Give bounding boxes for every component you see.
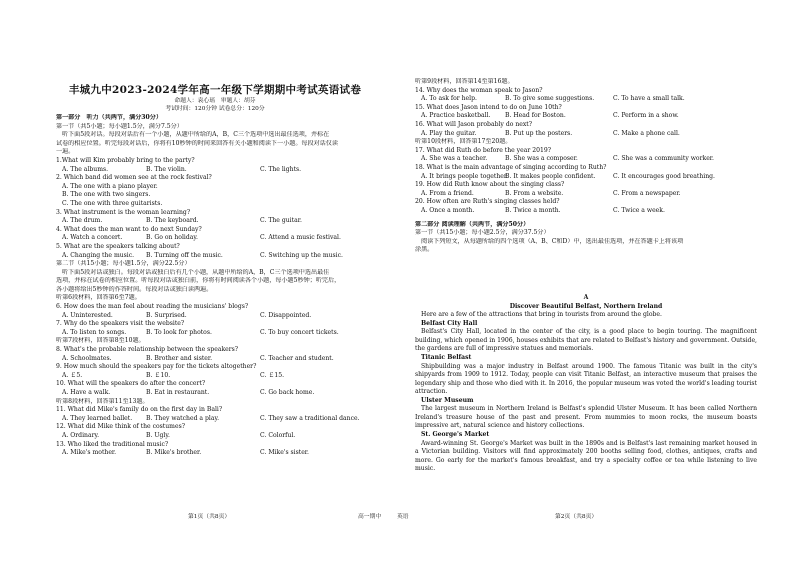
question-stem: 5. What are the speakers talking about? — [56, 242, 180, 250]
option-a: A. Changing the music. — [62, 251, 135, 259]
question-stem: 12. What did Mike think of the costumes? — [56, 423, 185, 431]
question-stem: 9. How much should the speakers pay for the tickets altogether? — [56, 363, 257, 371]
option-c: C. Make a phone call. — [613, 129, 680, 137]
option-a: A. ￡5. — [62, 371, 83, 379]
option-b: B. Put up the posters. — [505, 129, 573, 137]
options-row — [415, 130, 745, 139]
option-c: C. Attend a music festival. — [260, 234, 341, 242]
option-a: A. Mike's mother. — [62, 449, 117, 457]
part1-title: 第一部分 听力（共两节，满分30分） — [56, 114, 162, 121]
center-footer-grade: 高一期中 — [358, 514, 382, 520]
option-a: A. Practice basketball. — [421, 112, 491, 120]
option-c: C. The lights. — [260, 165, 302, 173]
options-row — [56, 372, 384, 381]
options-row — [415, 95, 745, 104]
options-row — [56, 234, 384, 243]
option-b: B. Ugly. — [146, 431, 170, 439]
option-b: B. Eat in restaurant. — [146, 389, 210, 396]
listening-continued — [415, 78, 745, 255]
option-b: B. To give some suggestions. — [505, 95, 595, 103]
option-c: C. Colorful. — [260, 431, 296, 439]
question-stem: 16. What will Jason probably do next? — [415, 120, 533, 128]
reading-passage-a — [415, 294, 757, 474]
options-row — [56, 217, 384, 226]
option-c: C. Switching up the music. — [260, 251, 343, 259]
option-c: C. Disappointed. — [260, 311, 312, 319]
options-row — [415, 190, 745, 199]
option-a: A. Schoolmates. — [62, 354, 112, 362]
material-label: 听第10段材料，回答第17至20题。 — [415, 138, 512, 146]
passage-intro: Here are a few of the attractions that bring in tourists from around the globe. — [421, 311, 662, 319]
option-a: A. Ordinary. — [62, 431, 100, 439]
question-stem: 13. Who liked the traditional music? — [56, 440, 169, 448]
page-number-right: 第2页（共8页） — [555, 514, 598, 520]
option-b: B. It makes people confident. — [505, 172, 596, 180]
options-row — [415, 207, 745, 216]
question-stem: 8. What's the probable relationship between the speakers? — [56, 346, 239, 354]
option-b: B. To look for photos. — [146, 328, 212, 336]
option-b: B. ￡10. — [146, 371, 171, 379]
option-c: C. Twice a week. — [613, 206, 665, 214]
question-stem: 18. What is the main advantage of singing according to Ruth? — [415, 163, 607, 171]
question-stem: 11. What did Mike's family do on the first day in Bali? — [56, 406, 223, 414]
options-row — [415, 173, 745, 182]
option-a: A. Have a walk. — [62, 389, 111, 396]
question-stem: 4. What does the man want to do next Sunday? — [56, 225, 202, 233]
material-label: 听第6段材料，回答第6至7题。 — [56, 294, 141, 302]
option-c: C. They saw a traditional dance. — [260, 414, 360, 422]
question-stem: 17. What did Ruth do before the year 2019? — [415, 146, 551, 154]
option-b: B. The violin. — [146, 165, 187, 173]
options-row — [56, 329, 384, 338]
sec1-instruction: 一遍。 — [56, 148, 75, 156]
question-stem: 6. How does the man feel about reading the musicians' blogs? — [56, 303, 249, 311]
sec1-instruction: 听下面5段对话。每段对话后有一个小题，从题中所给的A，B，C三个选项中选出最佳选项，并标在 — [62, 131, 330, 139]
option-c: C. Perform in a show. — [613, 112, 679, 120]
option-b: B. The keyboard. — [146, 217, 199, 225]
question-stem: 14. Why does the woman speak to Jason? — [415, 86, 543, 94]
p2sec1-title: 第一节（共15小题；每小题2.5分，满分37.5分） — [415, 229, 550, 237]
option-b: B. Go on holiday. — [146, 234, 198, 242]
sec2-title: 第二节（共15小题；每小题1.5分，满分22.5分） — [56, 260, 191, 268]
material-label: 听第9段材料，回答第14至第16题。 — [415, 78, 514, 85]
option-a: A. To ask for help. — [421, 95, 477, 103]
option-c: C. She was a community worker. — [613, 155, 714, 163]
options-row — [56, 312, 384, 321]
sec1-title: 第一节（共5小题；每小题1.5分，满分7.5分） — [56, 122, 183, 130]
option-a: A. Play the guitar. — [421, 129, 477, 137]
option-c: C. Mike's sister. — [260, 449, 309, 457]
passage-heading: Ulster Museum — [421, 396, 474, 404]
option-c: C. ￡15. — [260, 371, 285, 379]
option-b: B. Mike's brother. — [146, 449, 202, 457]
passage-heading: St. George's Market — [421, 431, 490, 439]
option-a: A. Watch a concert. — [62, 234, 123, 242]
sec1-instruction: 试卷的相应位置。听完每段对话后，你将有10秒钟的时间来回答有关小题和阅读下一小题。每段对话仅读 — [56, 139, 338, 147]
part2-title: 第二部分 阅读理解（共两节，满分50分） — [415, 220, 530, 228]
exam-header — [50, 83, 380, 113]
exam-title: 丰城九中2023-2024学年高一年级下学期期中考试英语试卷 — [68, 84, 362, 96]
option-b: B. She was a composer. — [505, 155, 578, 163]
options-row — [415, 112, 745, 121]
option-c: C. Go back home. — [260, 389, 315, 396]
sec2-instruction: 选项，并标在试卷的相应位置。听每段对话或独白前，你将有时间阅读各个小题，每小题5秒钟；听完后， — [56, 277, 341, 285]
question-stem: 3. What instrument is the woman learning? — [56, 208, 191, 216]
options-row — [56, 415, 384, 424]
question-stem: 2. Which band did women see at the rock festival? — [56, 174, 212, 182]
option-c: C. Teacher and student. — [260, 354, 334, 362]
passage-paragraph: The largest museum in Northern Ireland is Belfast's splendid Ulster Museum. It has been called Northern Ireland's treasure house of the past and present. From mummies to moon rocks, the museum boasts impressive art, natural science and history collections. — [415, 405, 757, 430]
passage-heading: Titanic Belfast — [421, 354, 472, 362]
option-c: C. The one with three guitarists. — [62, 199, 163, 207]
sec2-instruction: 各小题将给出5秒钟的作答时间。每段对话或独白读两遍。 — [56, 285, 213, 293]
options-row — [56, 449, 384, 458]
options-row — [56, 166, 384, 175]
question-stem: 20. How often are Ruth's singing classes held? — [415, 198, 560, 206]
page-right — [397, 0, 794, 562]
material-label: 听第7段材料，回答第8至10题。 — [56, 337, 145, 345]
option-c: C. The guitar. — [260, 217, 302, 225]
option-b: B. They watched a play. — [146, 414, 220, 422]
option-a: A. Once a month. — [421, 206, 475, 214]
option-c: C. From a newspaper. — [613, 189, 681, 197]
sec2-instruction: 听下面5段对话或独白。每段对话或独白后有几个小题，从题中所给的A，B，C三个选项中选出最佳 — [62, 268, 330, 276]
material-label: 听第8段材料，回答第11至13题。 — [56, 397, 149, 405]
option-b: B. Brother and sister. — [146, 354, 213, 362]
option-a: A. They learned ballet. — [62, 414, 133, 422]
p2sec1-instruction: 涂黑。 — [415, 246, 434, 254]
option-a: A. The one with a piano player. — [62, 182, 158, 190]
option-b: B. Turning off the music. — [146, 251, 223, 259]
option-a: A. It brings people together. — [421, 172, 509, 180]
passage-paragraph: Award-winning St. George's Market was built in the 1890s and is Belfast's last remaining market housed in a Victorian building. Visitors will find approximately 200 booths selling food, clothes, antiques, crafts and more. Go early for the market's famous breakfast, and try a specialty coffee or tea while listening to live music. — [415, 439, 757, 473]
passage-paragraph: Shipbuilding was a major industry in Belfast around 1900. The famous Titanic was built in the city's shipyards from 1909 to 1912. Today, people can visit Titanic Belfast, an interactive museum that praises the legendary ship and those who died with it. In 2016, the popular museum was voted the world's leading tourist attraction. — [415, 362, 757, 396]
option-a: A. To listen to songs. — [62, 328, 127, 336]
question-stem: 10. What will the speakers do after the concert? — [56, 380, 206, 388]
options-row — [56, 389, 384, 398]
passage-title: Discover Beautiful Belfast, Northern Ireland — [509, 302, 663, 310]
p2sec1-instruction: 阅读下列短文，从每题所给的四个选项（A、B、C和D）中，选出最佳选项，并在答题卡上将该项 — [421, 237, 684, 245]
options-row — [56, 252, 384, 261]
passage-heading: Belfast City Hall — [421, 319, 478, 327]
options-row — [415, 155, 745, 164]
option-b: B. Twice a month. — [505, 206, 561, 214]
option-a: A. Uninterested. — [62, 311, 113, 319]
question-stem: 7. Why do the speakers visit the website? — [56, 320, 185, 328]
option-a: A. From a friend. — [421, 189, 474, 197]
passage-letter: A — [583, 294, 589, 301]
passage-paragraph: Belfast's City Hall, located in the center of the city, is a good place to begin touring. The magnificent building, which opened in 1906, houses exhibits that are related to Belfast's history and government. Outside, the gardens are full of impressive statues and memorials. — [415, 328, 757, 353]
option-b: B. Surprised. — [146, 311, 187, 319]
exam-author-line: 命题人：袁心瑶 审题人：胡芬 — [174, 98, 256, 104]
option-b: B. Head for Boston. — [505, 112, 566, 120]
option-c: C. To buy concert tickets. — [260, 328, 339, 336]
center-footer-subject: 英语 — [397, 514, 409, 520]
options-row — [56, 432, 384, 441]
option-c: C. To have a small talk. — [613, 95, 685, 103]
question-stem: 19. How did Ruth know about the singing class? — [415, 181, 565, 189]
option-b: B. From a website. — [505, 189, 564, 197]
listening-section — [56, 114, 384, 458]
option-a: A. She was a teacher. — [421, 155, 488, 163]
option-c: C. It encourages good breathing. — [613, 172, 715, 180]
options-row — [56, 355, 384, 364]
option-a: A. The albums. — [62, 165, 109, 173]
question-stem: 15. What does Jason intend to do on June 10th? — [415, 103, 562, 111]
option-b: B. The one with two singers. — [62, 191, 151, 199]
question-stem: 1.What will Kim probably bring to the party? — [56, 156, 195, 164]
option-a: A. The drum. — [62, 217, 103, 225]
page-number-left: 第1页（共8页） — [188, 514, 231, 520]
exam-time-line: 考试时间：120分钟 试卷总分：120分 — [165, 106, 265, 112]
